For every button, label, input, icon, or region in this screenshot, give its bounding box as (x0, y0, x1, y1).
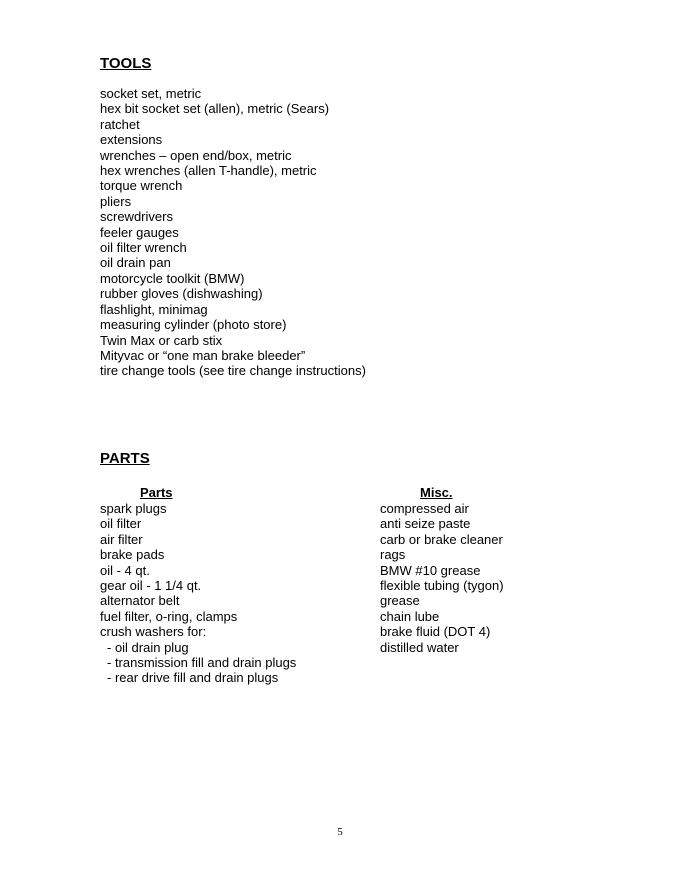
list-item: BMW #10 grease (380, 562, 481, 578)
list-item: extensions (100, 132, 163, 148)
sub-list-item: - oil drain plug (107, 639, 189, 655)
list-item: Mityvac or “one man brake bleeder” (100, 347, 306, 363)
list-item: feeler gauges (100, 224, 179, 240)
list-item: oil drain pan (100, 255, 171, 271)
list-item: wrenches – open end/box, metric (100, 147, 292, 163)
sub-list-item: - transmission fill and drain plugs (107, 655, 297, 671)
list-item: hex bit socket set (allen), metric (Sears) (100, 101, 330, 117)
list-item: flexible tubing (tygon) (380, 578, 504, 594)
misc-column-header: Misc. (420, 485, 453, 500)
list-item: motorcycle toolkit (BMW) (100, 270, 245, 286)
list-item: carb or brake cleaner (380, 531, 503, 547)
list-item: tire change tools (see tire change instructions) (100, 363, 366, 379)
list-item: socket set, metric (100, 86, 202, 101)
list-item: brake fluid (DOT 4) (380, 624, 491, 640)
list-item: pliers (100, 193, 132, 209)
parts-column-header: Parts (140, 485, 173, 500)
list-item: rubber gloves (dishwashing) (100, 286, 263, 302)
list-item: anti seize paste (380, 516, 471, 532)
sub-list-item: - rear drive fill and drain plugs (107, 670, 279, 686)
list-item: oil filter (100, 516, 142, 532)
list-item: screwdrivers (100, 209, 173, 225)
list-item: grease (380, 593, 420, 609)
tools-heading: TOOLS (100, 55, 152, 72)
list-item: air filter (100, 531, 143, 547)
list-item: compressed air (380, 501, 469, 516)
list-item: alternator belt (100, 593, 180, 609)
list-item: torque wrench (100, 178, 183, 194)
page-number: 5 (337, 826, 343, 838)
parts-list (100, 501, 296, 686)
list-item: oil filter wrench (100, 240, 187, 256)
list-item: hex wrenches (allen T-handle), metric (100, 163, 317, 179)
list-item: measuring cylinder (photo store) (100, 317, 287, 333)
list-item: rags (380, 547, 406, 563)
list-item: brake pads (100, 547, 165, 563)
list-item: fuel filter, o-ring, clamps (100, 608, 238, 624)
list-item: distilled water (380, 639, 459, 655)
misc-list (380, 501, 504, 655)
list-item: chain lube (380, 608, 440, 624)
tools-list (100, 86, 366, 379)
parts-heading: PARTS (100, 450, 150, 467)
list-item: Twin Max or carb stix (100, 332, 223, 348)
list-item: gear oil - 1 1/4 qt. (100, 578, 202, 594)
list-item: crush washers for: (100, 624, 207, 640)
list-item: spark plugs (100, 501, 167, 516)
list-item: flashlight, minimag (100, 301, 208, 317)
list-item: oil - 4 qt. (100, 562, 150, 578)
list-item: ratchet (100, 116, 140, 132)
